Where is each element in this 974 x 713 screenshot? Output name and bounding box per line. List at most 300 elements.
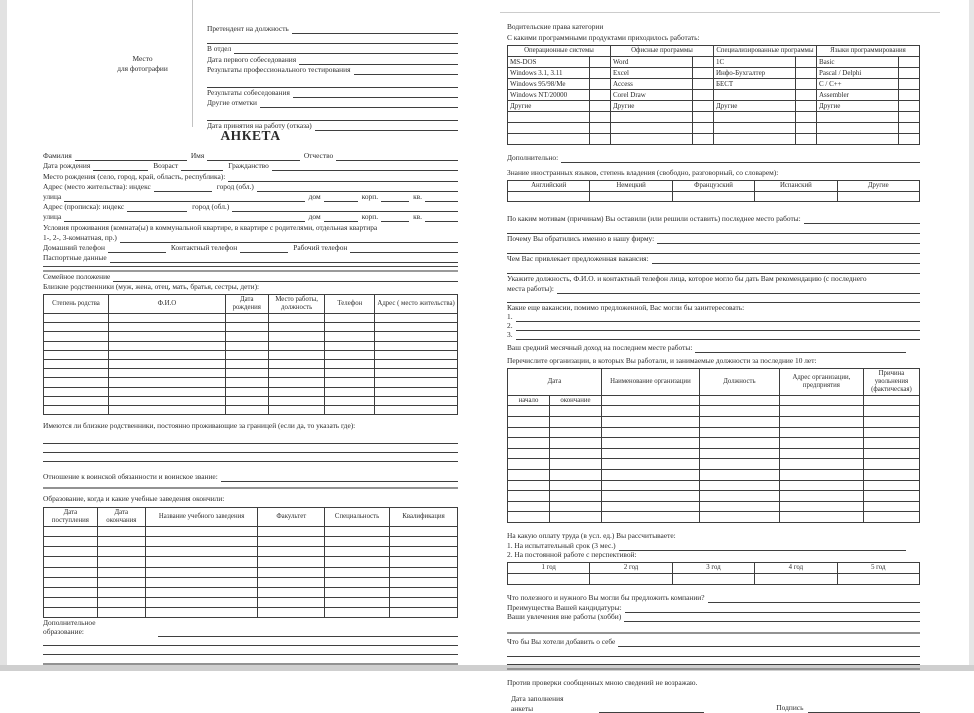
empty-row: [44, 396, 458, 405]
languages-label: [507, 168, 920, 178]
empty-cell: [508, 191, 590, 202]
empty-cell: [590, 574, 672, 585]
column-header: 2 год: [590, 563, 672, 574]
blank-line: [93, 162, 148, 171]
column-header: Другие: [837, 180, 919, 191]
empty-row: [508, 469, 920, 480]
empty-cell: [268, 332, 325, 341]
software-item: [713, 111, 795, 122]
employment-table: [507, 368, 920, 523]
empty-cell: [325, 332, 375, 341]
field-additional-education: [43, 617, 458, 637]
software-checkbox-cell: [796, 89, 817, 100]
empty-cell: [375, 314, 458, 323]
software-row: [508, 56, 920, 67]
empty-cell: [97, 598, 145, 608]
empty-cell: [268, 323, 325, 332]
empty-cell: [225, 314, 268, 323]
empty-cell: [390, 598, 458, 608]
field-reasons-left: [507, 214, 920, 224]
empty-cell: [375, 332, 458, 341]
empty-cell: [375, 350, 458, 359]
education-label: [43, 494, 458, 504]
empty-cell: [390, 587, 458, 597]
field-label: Гражданство: [228, 161, 269, 171]
column-header: Степень родства: [44, 295, 109, 314]
software-checkbox-cell: [590, 67, 611, 78]
empty-cell: [601, 416, 699, 427]
software-row: [508, 100, 920, 111]
photo-label-line1: Место: [132, 54, 153, 63]
column-header: 1 год: [508, 563, 590, 574]
salary-table-header: [508, 563, 920, 574]
field-label: 2. На постоянной работе с перспективой:: [507, 550, 637, 560]
empty-row: [508, 416, 920, 427]
software-checkbox-cell: [796, 100, 817, 111]
field-label: Ваш средний месячный доход на последнем месте работы:: [507, 343, 693, 353]
software-checkbox-cell: [899, 89, 920, 100]
blank-line: [120, 234, 458, 243]
software-item: 1С: [713, 56, 795, 67]
empty-cell: [225, 360, 268, 369]
field-label: Перечислите организации, в которых Вы работали, и занимаемые должности за последние 10 лет:: [507, 356, 817, 366]
blank-line: [64, 213, 304, 222]
column-header: Адрес организации, предприятия: [779, 369, 863, 395]
form-page-left: [43, 0, 458, 665]
section-divider: [43, 487, 458, 489]
blank-line: [804, 215, 920, 224]
blank-line: [108, 244, 166, 253]
employment-table-header: [508, 369, 920, 395]
empty-cell: [97, 608, 145, 618]
vacancy-item-3: [507, 331, 920, 340]
field-label: Адрес (место жительства): индекс: [43, 181, 151, 191]
languages-table: [507, 180, 920, 202]
empty-cell: [325, 547, 390, 557]
field-marital-status: [43, 272, 458, 282]
blank-line: [293, 89, 458, 98]
education-table: [43, 507, 458, 618]
empty-row: [508, 406, 920, 417]
empty-cell: [601, 459, 699, 470]
empty-cell: [755, 574, 837, 585]
empty-cell: [779, 395, 863, 406]
empty-cell: [779, 491, 863, 502]
empty-row: [44, 314, 458, 323]
empty-cell: [44, 557, 98, 567]
field-label: улица: [43, 191, 62, 201]
column-header: 3 год: [672, 563, 754, 574]
software-checkbox-cell: [899, 78, 920, 89]
section-divider: [43, 663, 458, 665]
field-label: На какую оплату труда (в усл. ед.) Вы рассчитываете:: [507, 531, 676, 541]
empty-cell: [375, 341, 458, 350]
empty-cell: [44, 598, 98, 608]
column-header: Факультет: [258, 508, 325, 527]
empty-cell: [108, 332, 225, 341]
empty-cell: [375, 378, 458, 387]
field-label: Другие отметки: [207, 98, 258, 108]
software-checkbox-cell: [899, 67, 920, 78]
software-checkbox-cell: [590, 133, 611, 144]
empty-cell: [145, 526, 258, 536]
empty-cell: [44, 314, 109, 323]
field-label: кв.: [413, 212, 422, 222]
field-label: улица: [43, 212, 62, 222]
empty-cell: [601, 438, 699, 449]
field-label: корп.: [361, 212, 379, 222]
empty-cell: [863, 512, 919, 523]
empty-cell: [779, 416, 863, 427]
empty-cell: [699, 512, 779, 523]
empty-cell: [508, 469, 550, 480]
empty-row: [44, 369, 458, 378]
scan-edge-right: [969, 0, 974, 671]
empty-cell: [145, 587, 258, 597]
software-item: [713, 133, 795, 144]
empty-cell: [44, 587, 98, 597]
empty-cell: [601, 427, 699, 438]
field-label: Укажите должность, Ф.И.О. и контактный телефон лица, которое могло бы дать Вам рекомендацию (с последнего: [507, 274, 867, 284]
empty-cell: [225, 323, 268, 332]
empty-cell: [44, 577, 98, 587]
software-table: [507, 45, 920, 145]
empty-cell: [325, 396, 375, 405]
software-row: [508, 78, 920, 89]
empty-cell: [699, 395, 779, 406]
column-header: Квалификация: [390, 508, 458, 527]
empty-cell: [225, 332, 268, 341]
empty-cell: [325, 405, 375, 414]
field-label: [43, 618, 155, 637]
field-phones: [43, 243, 458, 253]
fill-date-label-line1: Дата заполнения: [511, 694, 564, 704]
empty-cell: [258, 526, 325, 536]
empty-cell: [508, 416, 550, 427]
blank-line: [43, 637, 458, 646]
field-hobbies: [507, 613, 920, 623]
column-header: Специализированные программы: [713, 46, 816, 57]
field-label: 1-, 2-, 3-комнатная, пр.): [43, 232, 117, 242]
software-row: [508, 122, 920, 133]
empty-cell: [508, 480, 550, 491]
empty-cell: [699, 448, 779, 459]
field-hire-date: [207, 121, 458, 131]
empty-cell: [779, 448, 863, 459]
empty-cell: [390, 577, 458, 587]
empty-cell: [225, 387, 268, 396]
software-item: Access: [610, 78, 692, 89]
blank-line: [507, 647, 920, 657]
software-item: Assembler: [816, 89, 898, 100]
empty-cell: [508, 459, 550, 470]
empty-cell: [325, 577, 390, 587]
empty-cell: [863, 469, 919, 480]
empty-cell: [225, 341, 268, 350]
intake-fields: [207, 24, 458, 131]
software-row: [508, 133, 920, 144]
photo-label-line2: для фотографии: [117, 64, 168, 73]
empty-cell: [258, 587, 325, 597]
field-address-registration: [43, 202, 458, 212]
field-label: Преимущества Вашей кандидатуры:: [507, 602, 622, 612]
field-label: Возраст: [153, 161, 179, 171]
empty-row: [44, 350, 458, 359]
relatives-label: [43, 282, 458, 292]
empty-cell: [44, 350, 109, 359]
empty-cell: [325, 341, 375, 350]
empty-cell: [508, 574, 590, 585]
empty-cell: [325, 526, 390, 536]
field-label: Место рождения (село, город, край, область, республика):: [43, 171, 226, 181]
blank-line: [292, 25, 458, 34]
empty-cell: [44, 387, 109, 396]
field-label: Отношение к воинской обязанности и воинское звание:: [43, 472, 218, 482]
column-header: Ф.И.О: [108, 295, 225, 314]
software-checkbox-cell: [590, 111, 611, 122]
empty-cell: [863, 448, 919, 459]
empty-cell: [268, 350, 325, 359]
software-item: БЕСТ: [713, 78, 795, 89]
column-header: Адрес ( место жительства): [375, 295, 458, 314]
empty-cell: [699, 491, 779, 502]
empty-cell: [863, 427, 919, 438]
empty-row: [44, 608, 458, 618]
empty-cell: [699, 501, 779, 512]
blank-line: [154, 183, 212, 192]
software-checkbox-cell: [899, 100, 920, 111]
blank-line: [110, 254, 458, 263]
field-label: 1. На испытательный срок (3 мес.): [507, 540, 616, 550]
column-header: Дата окончания: [97, 508, 145, 527]
field-label: Против проверки сообщенных мною сведений не возражаю.: [507, 678, 698, 688]
empty-cell: [550, 459, 602, 470]
empty-cell: [699, 427, 779, 438]
field-street-2: [43, 212, 458, 222]
field-street-1: [43, 192, 458, 202]
field-label: Контактный телефон: [170, 242, 238, 252]
software-checkbox-cell: [899, 133, 920, 144]
field-label-line2: образование:: [43, 627, 84, 637]
blank-line: [516, 331, 920, 340]
column-subheader: окончание: [550, 395, 602, 406]
software-item: Инфо-Бухгалтер: [713, 67, 795, 78]
blank-line: [507, 657, 920, 665]
empty-cell: [44, 608, 98, 618]
software-checkbox-cell: [899, 56, 920, 67]
field-other-marks: [207, 98, 458, 108]
empty-cell: [258, 547, 325, 557]
blank-line: [599, 704, 705, 713]
blank-line: [624, 613, 920, 622]
other-vacancies-label: [507, 303, 920, 313]
empty-cell: [145, 536, 258, 546]
field-label: Чем Вас привлекает предложенная вакансия:: [507, 254, 649, 264]
empty-cell: [44, 332, 109, 341]
blank-line: [43, 431, 458, 444]
empty-cell: [108, 387, 225, 396]
empty-cell: [601, 501, 699, 512]
field-birth-place: [43, 171, 458, 181]
empty-cell: [375, 396, 458, 405]
field-label: Имя: [190, 151, 205, 161]
empty-cell: [390, 536, 458, 546]
empty-cell: [268, 387, 325, 396]
software-checkbox-cell: [693, 78, 714, 89]
empty-cell: [108, 323, 225, 332]
blank-line: [619, 542, 906, 551]
empty-cell: [268, 378, 325, 387]
software-item: Basic: [816, 56, 898, 67]
empty-cell: [550, 512, 602, 523]
empty-cell: [225, 405, 268, 414]
software-item: MS-DOS: [508, 56, 590, 67]
field-label: Условия проживания (комната(ы) в коммунальной квартире, в квартире с родителями, отдельная квартира: [43, 222, 378, 232]
empty-cell: [44, 526, 98, 536]
field-label: дом: [308, 191, 321, 201]
blank-line: [207, 108, 458, 121]
empty-cell: [699, 406, 779, 417]
field-label: Дата принятия на работу (отказа): [207, 121, 312, 131]
empty-row: [44, 378, 458, 387]
empty-cell: [225, 396, 268, 405]
blank-line: [618, 638, 920, 647]
field-label: Дополнительно:: [507, 152, 559, 162]
empty-cell: [550, 406, 602, 417]
blank-line: [43, 444, 458, 453]
column-header: Дата поступления: [44, 508, 98, 527]
empty-row: [44, 567, 458, 577]
empty-cell: [145, 608, 258, 618]
blank-line: [75, 152, 187, 161]
employment-label: [507, 356, 920, 366]
field-passport: [43, 253, 458, 263]
empty-cell: [108, 350, 225, 359]
empty-cell: [390, 557, 458, 567]
field-label: Домашний телефон: [43, 242, 105, 252]
empty-cell: [44, 369, 109, 378]
empty-cell: [672, 191, 754, 202]
column-header: 4 год: [755, 563, 837, 574]
empty-cell: [779, 469, 863, 480]
empty-row: [508, 438, 920, 449]
empty-cell: [779, 427, 863, 438]
empty-cell: [44, 536, 98, 546]
form-title: АНКЕТА: [220, 128, 281, 143]
blank-line: [43, 453, 458, 462]
column-subheader: начало: [508, 395, 550, 406]
blank-line: [808, 704, 920, 713]
empty-cell: [837, 574, 919, 585]
blank-line: [425, 193, 458, 202]
blank-line: [207, 152, 300, 161]
photo-divider-line: [192, 0, 193, 127]
software-row: [508, 67, 920, 78]
column-header: Название учебного заведения: [145, 508, 258, 527]
field-living-conditions: [43, 222, 458, 232]
list-number: 2.: [507, 321, 513, 331]
list-number: 1.: [507, 312, 513, 322]
empty-cell: [550, 416, 602, 427]
blank-line: [516, 313, 920, 322]
empty-row: [508, 512, 920, 523]
empty-cell: [601, 512, 699, 523]
software-checkbox-cell: [693, 122, 714, 133]
empty-cell: [508, 512, 550, 523]
empty-cell: [145, 557, 258, 567]
blank-line: [158, 628, 458, 637]
software-item: [610, 133, 692, 144]
empty-row: [508, 427, 920, 438]
software-item: [816, 111, 898, 122]
empty-row: [44, 387, 458, 396]
empty-row: [44, 360, 458, 369]
field-label: Адрес (прописка): индекс: [43, 202, 125, 212]
software-item: Другие: [508, 100, 590, 111]
empty-cell: [145, 567, 258, 577]
column-header: Испанский: [755, 180, 837, 191]
blank-line: [299, 56, 458, 65]
empty-cell: [590, 191, 672, 202]
empty-cell: [390, 547, 458, 557]
field-interview-results: [207, 88, 458, 98]
software-item: [508, 122, 590, 133]
blank-line: [516, 322, 920, 331]
empty-cell: [508, 448, 550, 459]
empty-cell: [863, 416, 919, 427]
empty-cell: [550, 501, 602, 512]
empty-cell: [779, 480, 863, 491]
blank-line: [324, 193, 358, 202]
salary-table: [507, 562, 920, 584]
field-label: места работы):: [507, 284, 554, 294]
reference-label-line1: [507, 274, 920, 284]
software-item: Word: [610, 56, 692, 67]
field-label-line1: Дополнительное: [43, 617, 96, 627]
empty-cell: [258, 577, 325, 587]
empty-cell: [601, 406, 699, 417]
empty-cell: [97, 577, 145, 587]
empty-cell: [601, 395, 699, 406]
empty-cell: [325, 323, 375, 332]
blank-line: [652, 255, 920, 264]
empty-cell: [779, 512, 863, 523]
software-item: [508, 111, 590, 122]
empty-cell: [44, 396, 109, 405]
software-checkbox-cell: [590, 89, 611, 100]
software-item: Pascal / Delphi: [816, 67, 898, 78]
column-header: Должность: [699, 369, 779, 395]
salary-perm-label: [507, 551, 920, 561]
abroad-relatives-label: [43, 421, 458, 431]
software-checkbox-cell: [590, 100, 611, 111]
empty-cell: [108, 360, 225, 369]
field-department: [207, 44, 458, 54]
empty-cell: [375, 323, 458, 332]
empty-cell: [325, 369, 375, 378]
software-checkbox-cell: [796, 122, 817, 133]
empty-row: [44, 341, 458, 350]
software-table-header: [508, 46, 920, 57]
empty-cell: [779, 459, 863, 470]
relatives-table-header: [44, 295, 458, 314]
empty-cell: [108, 369, 225, 378]
fill-date-label: [511, 694, 575, 713]
empty-cell: [325, 314, 375, 323]
field-fio: [43, 151, 458, 161]
list-number: 3.: [507, 330, 513, 340]
empty-cell: [325, 536, 390, 546]
